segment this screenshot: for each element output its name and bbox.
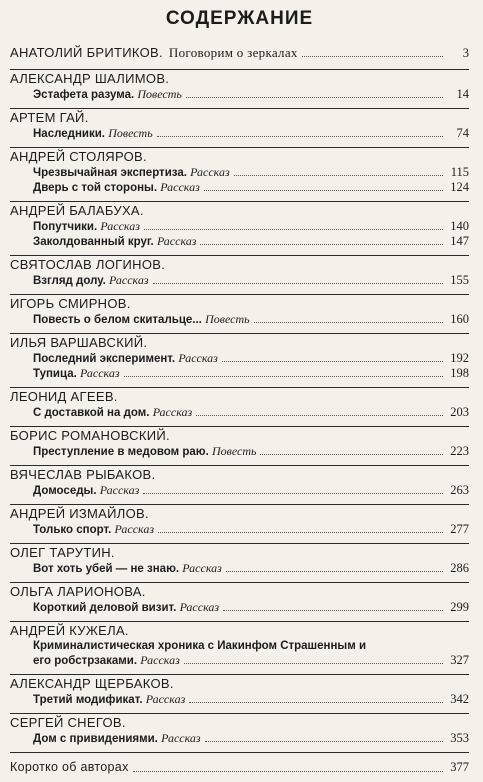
- toc-line[interactable]: [10, 653, 469, 668]
- toc-line[interactable]: [10, 351, 469, 366]
- toc-line[interactable]: [10, 219, 469, 234]
- work-title: [10, 351, 218, 366]
- work-title-text: Последний эксперимент.: [33, 353, 176, 365]
- toc-entry: [10, 387, 469, 426]
- leader-dots: [133, 770, 443, 772]
- work-genre: Рассказ: [160, 180, 200, 194]
- author-name: АНДРЕЙ КУЖЕЛА.: [10, 623, 129, 638]
- author-name: АЛЕКСАНДР ШАЛИМОВ.: [10, 71, 170, 86]
- work-title: [10, 405, 192, 420]
- toc-entry: [10, 255, 469, 294]
- work-title: [10, 165, 230, 180]
- work-genre: Рассказ: [145, 692, 186, 706]
- page-number: 342: [450, 692, 469, 706]
- work-title-text: Чрезвычайная экспертиза.: [33, 167, 187, 179]
- toc-entry: [10, 426, 469, 465]
- work-title: [10, 219, 140, 234]
- leader-dots: [226, 570, 443, 572]
- toc-line[interactable]: [10, 405, 469, 420]
- leader-dots: [200, 243, 443, 245]
- author-name: АРТЕМ ГАЙ.: [10, 110, 89, 125]
- toc-entry: [10, 752, 469, 782]
- leader-dots: [204, 189, 443, 191]
- page-number: 198: [450, 366, 469, 380]
- work-title-text: Заколдованный круг.: [33, 236, 154, 248]
- page-title: СОДЕРЖАНИЕ: [165, 8, 314, 29]
- page-number: 286: [450, 561, 469, 575]
- work-title-line: Криминалистическая хроника с Иакинфом Страшенным и: [33, 640, 367, 652]
- page-number: 3: [462, 46, 469, 60]
- work-title-text: Попутчики.: [33, 221, 98, 233]
- work-title-text: Наследники.: [33, 128, 105, 140]
- work-genre: Рассказ: [182, 561, 222, 575]
- author-name: ВЯЧЕСЛАВ РЫБАКОВ.: [10, 467, 156, 482]
- work-genre: Рассказ: [161, 731, 201, 745]
- author-name: СЕРГЕЙ СНЕГОВ.: [10, 715, 126, 730]
- divider: [10, 752, 469, 753]
- toc-line[interactable]: [10, 561, 469, 576]
- toc-entry: [10, 504, 469, 543]
- work-genre: Повесть: [137, 87, 182, 101]
- work-title-text: Дом с привидениями.: [33, 733, 158, 745]
- work-genre: Рассказ: [99, 483, 140, 497]
- toc-entry: [10, 294, 469, 333]
- toc-line[interactable]: [10, 87, 469, 102]
- work-title-text: Тупица.: [33, 368, 77, 380]
- work-title-text: Взгляд долу.: [33, 275, 106, 287]
- page-number: 155: [450, 273, 469, 287]
- page-number: 263: [450, 483, 469, 497]
- spacer: [10, 61, 469, 69]
- work-genre: Рассказ: [100, 219, 140, 233]
- work-genre: Рассказ: [140, 653, 180, 667]
- author-name: СВЯТОСЛАВ ЛОГИНОВ.: [10, 257, 166, 272]
- toc-line[interactable]: [10, 759, 469, 776]
- leader-dots: [184, 662, 443, 664]
- page-number: 147: [450, 234, 469, 248]
- leader-dots: [223, 609, 443, 611]
- work-title: [10, 600, 219, 615]
- toc-entry: [10, 201, 469, 255]
- author-name: ОЛЬГА ЛАРИОНОВА.: [10, 584, 146, 599]
- page-number: 160: [450, 312, 469, 326]
- work-genre: Рассказ: [109, 273, 149, 287]
- leader-dots: [143, 492, 443, 494]
- author-name: ИЛЬЯ ВАРШАВСКИЙ.: [10, 335, 148, 350]
- work-title-text: Вот хоть убей — не знаю.: [33, 563, 180, 575]
- toc-entry: [10, 108, 469, 147]
- spacer: [10, 776, 469, 782]
- toc-line[interactable]: [10, 180, 469, 195]
- author-name: ОЛЕГ ТАРУТИН.: [10, 545, 115, 560]
- author-name: АЛЕКСАНДР ЩЕРБАКОВ.: [10, 676, 174, 691]
- leader-dots: [144, 228, 443, 230]
- work-genre: Повесть: [108, 126, 153, 140]
- work-title: [10, 366, 120, 381]
- work-title-text: Короткий деловой визит.: [33, 602, 177, 614]
- toc-entry: [10, 582, 469, 621]
- work-title: [10, 87, 182, 102]
- leader-dots: [186, 96, 443, 98]
- leader-dots: [157, 135, 443, 137]
- toc-entry: [10, 333, 469, 387]
- work-title-text: Повесть о белом скитальце...: [33, 314, 202, 326]
- toc-entry: [10, 543, 469, 582]
- work-title: Поговорим о зеркалах: [168, 45, 298, 60]
- author-name: ИГОРЬ СМИРНОВ.: [10, 296, 131, 311]
- leader-dots: [196, 414, 443, 416]
- toc-line[interactable]: [10, 600, 469, 615]
- work-genre: Рассказ: [179, 600, 220, 614]
- page-number: 14: [456, 87, 469, 101]
- work-genre: Рассказ: [178, 351, 218, 365]
- toc-entry: [10, 147, 469, 201]
- toc-entry: [10, 713, 469, 752]
- work-title: [10, 180, 200, 195]
- work-title: [10, 731, 201, 746]
- toc-line[interactable]: [10, 483, 469, 498]
- toc-line[interactable]: [10, 366, 469, 381]
- toc-entry: [10, 621, 469, 674]
- author-name: АНАТОЛИЙ БРИТИКОВ.: [10, 45, 163, 60]
- author-name: АНДРЕЙ БАЛАБУХА.: [10, 203, 144, 218]
- work-title: [10, 312, 250, 327]
- page-number: 223: [450, 444, 469, 458]
- leader-dots: [124, 375, 443, 377]
- page-number: 203: [450, 405, 469, 419]
- work-title: [10, 273, 149, 288]
- toc-entry: [10, 69, 469, 108]
- page-number: 140: [450, 219, 469, 233]
- leader-dots: [260, 453, 443, 455]
- work-genre: Рассказ: [114, 522, 155, 536]
- work-title-text: его робстрзаками.: [33, 655, 138, 667]
- author-name: АНДРЕЙ ИЗМАЙЛОВ.: [10, 506, 149, 521]
- work-title: Коротко об авторах: [10, 760, 129, 774]
- toc-line[interactable]: [10, 234, 469, 249]
- toc-line[interactable]: [10, 44, 469, 61]
- work-genre: Повесть: [205, 312, 250, 326]
- work-title-text: Эстафета разума.: [33, 89, 135, 101]
- page-number: 277: [450, 522, 469, 536]
- author-name: ЛЕОНИД АГЕЕВ.: [10, 389, 118, 404]
- page-number: 299: [450, 600, 469, 614]
- toc-line[interactable]: [10, 731, 469, 746]
- work-title-text: Преступление в медовом раю.: [33, 446, 209, 458]
- work-title-text: Только спорт.: [33, 524, 112, 536]
- work-genre: Рассказ: [156, 234, 197, 248]
- table-of-contents: [10, 44, 469, 782]
- work-title-text: Дверь с той стороны.: [33, 182, 158, 194]
- work-genre: Повесть: [211, 444, 257, 458]
- author-name: БОРИС РОМАНОВСКИЙ.: [10, 428, 170, 443]
- leader-dots: [205, 740, 443, 742]
- work-title: [10, 444, 256, 459]
- work-title: [10, 483, 139, 498]
- page-number: 192: [450, 351, 469, 365]
- leader-dots: [254, 321, 443, 323]
- leader-dots: [153, 282, 443, 284]
- work-genre: Рассказ: [152, 405, 193, 419]
- work-title: [10, 653, 180, 668]
- page-number: 124: [450, 180, 469, 194]
- toc-line[interactable]: [10, 126, 469, 141]
- toc-line[interactable]: [10, 522, 469, 537]
- leader-dots: [222, 360, 443, 362]
- work-genre: Рассказ: [190, 165, 230, 179]
- work-title-text: Третий модификат.: [33, 694, 143, 706]
- work-title: [10, 234, 196, 249]
- page-number: 353: [450, 731, 469, 745]
- work-title: [10, 126, 153, 141]
- work-title-text: Домоседы.: [33, 485, 97, 497]
- toc-line[interactable]: [10, 312, 469, 327]
- toc-line[interactable]: [10, 165, 469, 180]
- work-title-text: С доставкой на дом.: [33, 407, 150, 419]
- toc-line[interactable]: [10, 444, 469, 459]
- leader-dots: [234, 174, 443, 176]
- work-title: [10, 561, 222, 576]
- leader-dots: [158, 531, 443, 533]
- work-genre: Рассказ: [80, 366, 120, 380]
- work-title: [10, 522, 154, 537]
- page-number: 115: [450, 165, 469, 179]
- toc-entry: [10, 44, 469, 69]
- page-number: 377: [450, 760, 469, 774]
- leader-dots: [189, 701, 443, 703]
- toc-line[interactable]: [10, 273, 469, 288]
- toc-entry: [10, 465, 469, 504]
- toc-entry: [10, 674, 469, 713]
- page-number: 74: [456, 126, 469, 140]
- author-name: АНДРЕЙ СТОЛЯРОВ.: [10, 149, 147, 164]
- leader-dots: [302, 55, 443, 57]
- page-number: 327: [450, 653, 469, 667]
